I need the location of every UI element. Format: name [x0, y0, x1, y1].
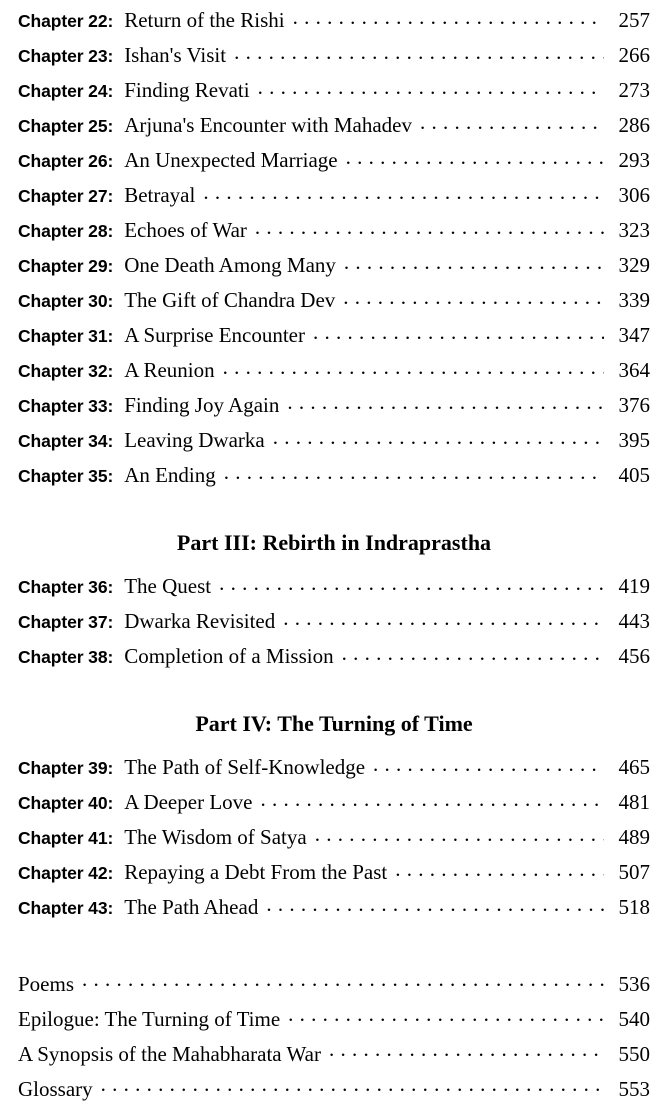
section-spacer — [18, 496, 650, 526]
toc-entry-label: Chapter 30: — [18, 290, 114, 311]
toc-leader-dots — [283, 607, 604, 628]
toc-entry[interactable] — [18, 607, 650, 642]
toc-entry-page: 405 — [618, 462, 650, 487]
toc-leader-dots — [395, 858, 604, 879]
toc-entry[interactable] — [18, 41, 650, 76]
toc-entry-page: 489 — [618, 824, 650, 849]
toc-entry-page: 481 — [618, 789, 650, 814]
toc-entry-page: 553 — [618, 1077, 650, 1101]
toc-entry-page: 443 — [618, 608, 650, 633]
toc-entry-title: Return of the Rishi — [124, 7, 285, 32]
toc-leader-dots — [219, 572, 604, 593]
toc-entry-title: Echoes of War — [124, 217, 247, 242]
toc-leader-dots — [203, 181, 604, 202]
toc-entry[interactable] — [18, 76, 650, 111]
toc-entry-page: 273 — [618, 77, 650, 102]
toc-entry-title: Glossary — [18, 1077, 93, 1101]
toc-entry[interactable] — [18, 251, 650, 286]
toc-leader-dots — [223, 356, 604, 377]
toc-entry-title: Finding Joy Again — [124, 392, 280, 417]
toc-entry[interactable] — [18, 1077, 650, 1112]
toc-entry-page: 257 — [618, 7, 650, 32]
toc-entry-page: 376 — [618, 392, 650, 417]
toc-entry[interactable] — [18, 823, 650, 858]
toc-entry-page: 306 — [618, 182, 650, 207]
toc-entry-page: 507 — [618, 859, 650, 884]
section-spacer — [18, 928, 650, 972]
toc-entry[interactable] — [18, 146, 650, 181]
toc-leader-dots — [273, 426, 604, 447]
toc-leader-dots — [293, 6, 604, 27]
back-matter-section — [18, 972, 650, 1112]
toc-leader-dots — [342, 642, 604, 663]
toc-entry[interactable] — [18, 111, 650, 146]
toc-entry[interactable] — [18, 753, 650, 788]
toc-leader-dots — [258, 76, 604, 97]
toc-entry-title: An Ending — [124, 462, 216, 487]
toc-entry-label: Chapter 39: — [18, 757, 114, 778]
toc-leader-dots — [315, 823, 604, 844]
toc-leader-dots — [224, 461, 604, 482]
section-spacer — [18, 560, 650, 572]
toc-entry-page: 293 — [618, 147, 650, 172]
section-spacer — [18, 677, 650, 707]
toc-entry[interactable] — [18, 391, 650, 426]
toc-entry[interactable] — [18, 858, 650, 893]
toc-entry-label: Chapter 41: — [18, 827, 114, 848]
toc-section — [18, 6, 650, 496]
toc-entry-title: The Path of Self-Knowledge — [124, 754, 366, 779]
toc-entry[interactable] — [18, 972, 650, 1007]
toc-entry-label: Chapter 22: — [18, 10, 114, 31]
toc-entry-title: Ishan's Visit — [124, 42, 227, 67]
toc-entry-title: Dwarka Revisited — [124, 608, 276, 633]
toc-entry-title: One Death Among Many — [124, 252, 336, 277]
toc-entry-page: 323 — [618, 217, 650, 242]
toc-entry[interactable] — [18, 893, 650, 928]
part-heading: Part III: Rebirth in Indraprastha — [176, 530, 492, 555]
toc-entry-label: Chapter 26: — [18, 150, 114, 171]
toc-section — [18, 572, 650, 677]
toc-entry-label: Chapter 38: — [18, 646, 114, 667]
toc-leader-dots — [288, 1010, 604, 1026]
toc-entry-title: A Surprise Encounter — [124, 322, 305, 347]
toc-entry[interactable] — [18, 572, 650, 607]
section-spacer — [18, 741, 650, 753]
toc-section — [18, 753, 650, 928]
toc-leader-dots — [343, 286, 604, 307]
toc-entry-page: 550 — [618, 1042, 650, 1066]
toc-leader-dots — [346, 146, 604, 167]
toc-entry[interactable] — [18, 181, 650, 216]
toc-leader-dots — [287, 391, 604, 412]
toc-leader-dots — [313, 321, 604, 342]
toc-entry-page: 395 — [618, 427, 650, 452]
toc-entry-title: Poems — [18, 972, 75, 996]
toc-leader-dots — [255, 216, 604, 237]
toc-entry-page: 339 — [618, 287, 650, 312]
toc-entry-title: The Gift of Chandra Dev — [124, 287, 336, 312]
toc-entry-label: Chapter 35: — [18, 465, 114, 486]
toc-entry-title: A Deeper Love — [124, 789, 253, 814]
toc-entry-page: 456 — [618, 643, 650, 668]
toc-leader-dots — [373, 753, 604, 774]
toc-entry[interactable] — [18, 461, 650, 496]
toc-entry-title: The Wisdom of Satya — [124, 824, 307, 849]
toc-entry-title: Arjuna's Encounter with Mahadev — [124, 112, 412, 137]
toc-entry-label: Chapter 34: — [18, 430, 114, 451]
toc-entry-page: 540 — [618, 1007, 650, 1031]
toc-entry-page: 419 — [618, 573, 650, 598]
toc-entry-title: The Path Ahead — [124, 894, 259, 919]
toc-entry[interactable] — [18, 6, 650, 41]
toc-entry-title: Epilogue: The Turning of Time — [18, 1007, 281, 1031]
toc-entry-label: Chapter 32: — [18, 360, 114, 381]
toc-entry-label: Chapter 29: — [18, 255, 114, 276]
toc-leader-dots — [420, 111, 604, 132]
toc-entry-page: 364 — [618, 357, 650, 382]
toc-entry-title: Finding Revati — [124, 77, 250, 102]
toc-entry-title: The Quest — [124, 573, 212, 598]
toc-entry-page: 518 — [618, 894, 650, 919]
toc-entry-label: Chapter 28: — [18, 220, 114, 241]
toc-leader-dots — [329, 1045, 604, 1061]
toc-entry-label: Chapter 24: — [18, 80, 114, 101]
toc-leader-dots — [82, 975, 604, 991]
toc-entry-title: A Synopsis of the Mahabharata War — [18, 1042, 321, 1066]
toc-entry[interactable] — [18, 426, 650, 461]
toc-entry-label: Chapter 23: — [18, 45, 114, 66]
toc-entry-label: Chapter 33: — [18, 395, 114, 416]
toc-entry-label: Chapter 31: — [18, 325, 114, 346]
toc-entry-page: 536 — [618, 972, 650, 996]
toc-entry-label: Chapter 36: — [18, 576, 114, 597]
toc-entry[interactable] — [18, 1042, 650, 1077]
toc-leader-dots — [101, 1080, 604, 1096]
toc-entry-label: Chapter 43: — [18, 897, 114, 918]
toc-entry-title: Repaying a Debt From the Past — [124, 859, 388, 884]
toc-entry-title: A Reunion — [124, 357, 215, 382]
toc-entry-label: Chapter 25: — [18, 115, 114, 136]
toc-entry[interactable] — [18, 1007, 650, 1042]
toc-entry[interactable] — [18, 788, 650, 823]
toc-entry-page: 347 — [618, 322, 650, 347]
toc-entry[interactable] — [18, 642, 650, 677]
toc-entry-title: Betrayal — [124, 182, 196, 207]
toc-entry-page: 465 — [618, 754, 650, 779]
toc-entry-label: Chapter 42: — [18, 862, 114, 883]
toc-entry-title: Completion of a Mission — [124, 643, 334, 668]
toc-entry-label: Chapter 37: — [18, 611, 114, 632]
toc-entry-title: An Unexpected Marriage — [124, 147, 338, 172]
toc-entry[interactable] — [18, 321, 650, 356]
toc-leader-dots — [266, 893, 604, 914]
toc-entry-page: 329 — [618, 252, 650, 277]
toc-entry[interactable] — [18, 356, 650, 391]
toc-entry[interactable] — [18, 216, 650, 251]
toc-entry-page: 266 — [618, 42, 650, 67]
toc-leader-dots — [260, 788, 604, 809]
toc-entry[interactable] — [18, 286, 650, 321]
toc-leader-dots — [234, 41, 604, 62]
toc-leader-dots — [344, 251, 604, 272]
toc-entry-page: 286 — [618, 112, 650, 137]
toc-entry-title: Leaving Dwarka — [124, 427, 265, 452]
toc-entry-label: Chapter 27: — [18, 185, 114, 206]
toc-entry-label: Chapter 40: — [18, 792, 114, 813]
part-heading: Part IV: The Turning of Time — [195, 711, 473, 736]
